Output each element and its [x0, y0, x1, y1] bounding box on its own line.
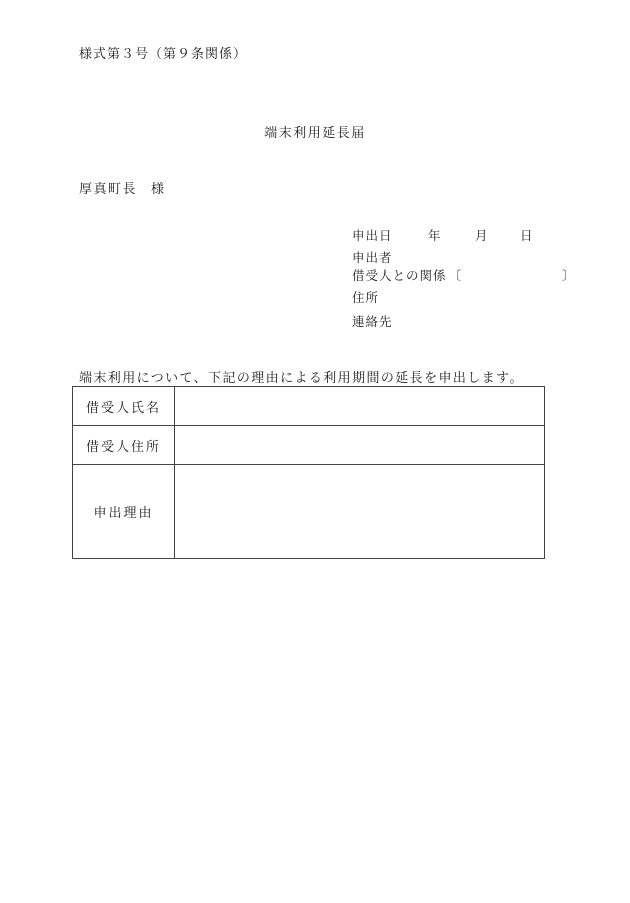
relation-label: 借受人との関係	[352, 268, 447, 283]
address-label: 住所	[352, 290, 380, 305]
relation-bracket-close: 〕	[562, 268, 576, 283]
borrower-name-label: 借受人氏名	[73, 387, 175, 426]
form-number: 様式第３号（第９条関係）	[79, 47, 248, 62]
reason-label: 申出理由	[73, 465, 175, 559]
day-label: 日	[520, 228, 533, 243]
table-row	[73, 387, 545, 426]
addressee-honorific: 様	[151, 182, 166, 197]
addressee-name: 厚真町長	[79, 182, 138, 197]
borrower-name-field[interactable]	[175, 387, 545, 426]
applicant-block	[352, 227, 576, 331]
applicant-label: 申出者	[352, 250, 393, 265]
addressee	[79, 178, 166, 197]
submission-date-row	[352, 227, 576, 245]
borrower-address-field[interactable]	[175, 426, 545, 465]
statement-text: 端末利用について、下記の理由による利用期間の延長を申出します。	[79, 371, 524, 386]
contact-label: 連絡先	[352, 314, 393, 329]
relation-bracket-open: 〔	[448, 268, 463, 283]
reason-field[interactable]	[175, 465, 545, 559]
table-row	[73, 426, 545, 465]
table-row	[73, 465, 545, 559]
borrower-address-label: 借受人住所	[73, 426, 175, 465]
month-label: 月	[475, 228, 488, 243]
submission-date-label: 申出日	[352, 228, 393, 243]
relation-row	[352, 267, 576, 285]
year-label: 年	[428, 228, 441, 243]
info-table	[72, 386, 545, 559]
document-title: 端末利用延長届	[264, 126, 366, 141]
